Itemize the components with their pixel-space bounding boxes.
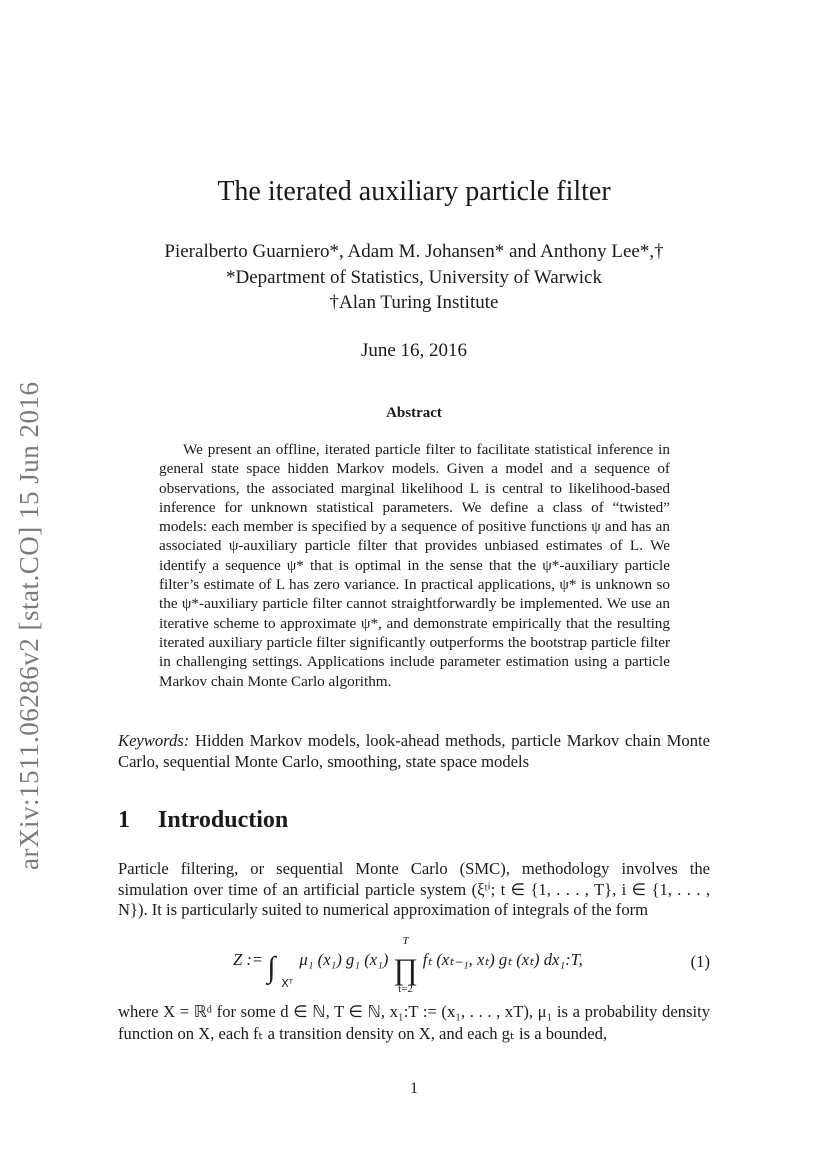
- equation-body: [233, 935, 583, 995]
- page-number: 1: [410, 1080, 418, 1097]
- section-number: 1: [118, 807, 130, 833]
- equation-integrand: μ₁ (x₁) g₁ (x₁): [299, 950, 389, 969]
- keywords: [118, 731, 710, 772]
- equation-product-body: fₜ (xₜ₋₁, xₜ) gₜ (xₜ) dx₁:T,: [422, 950, 583, 969]
- product-operator: T ∏ t=2: [393, 935, 418, 995]
- post-equation-text: where X = ℝᵈ for some d ∈ ℕ, T ∈ ℕ, x₁:T := (x₁, . . . , xT), μ₁ is a probability density function on X, each fₜ a transition density on X, and each gₜ is a bounded,: [118, 1002, 710, 1043]
- arxiv-identifier-stamp: arXiv:1511.06286v2 [stat.CO] 15 Jun 2016: [14, 381, 44, 870]
- integral-domain: Xᵀ: [281, 977, 294, 990]
- post-equation-paragraph: [118, 1001, 710, 1045]
- abstract-heading: Abstract: [386, 405, 442, 421]
- abstract-paragraph: We present an offline, iterated particle filter to facilitate statistical inference in general state space hidden Markov models. Given a model and a sequence of observations, the associated marginal likelihood L is central to likelihood-based inference for unknown statistical parameters. We define a class of “twisted” models: each member is specified by a sequence of positive functions ψ and has an associated ψ-auxiliary particle filter that provides unbiased estimates of L. We identify a sequence ψ* that is optimal in the sense that the ψ*-auxiliary particle filter’s estimate of L has zero variance. In practical applications, ψ* is unknown so the ψ*-auxiliary particle filter cannot straightforwardly be implemented. We use an iterative scheme to approximate ψ*, and demonstrate empirically that the resulting iterated auxiliary particle filter significantly outperforms the bootstrap particle filter in challenging settings. Applications include parameter estimation using a particle Markov chain Monte Carlo algorithm.: [159, 441, 670, 690]
- section-heading: [118, 807, 288, 834]
- equation-number: (1): [690, 952, 710, 971]
- introduction-paragraph: [118, 859, 710, 921]
- author-list: Pieralberto Guarniero*, Adam M. Johansen* and Anthony Lee*,†: [164, 241, 664, 262]
- paper-title: The iterated auxiliary particle filter: [217, 176, 611, 207]
- product-lower-limit: t=2: [398, 983, 413, 995]
- publication-date: June 16, 2016: [360, 340, 468, 361]
- product-upper-limit: T: [402, 935, 409, 947]
- section-title: Introduction: [158, 807, 289, 833]
- display-equation: [118, 932, 710, 995]
- intro-text: Particle filtering, or sequential Monte Carlo (SMC), methodology involves the simulation over time of an artificial particle system (ξᵗⁱ; t ∈ {1, . . . , T}, i ∈ {1, . . . , N}). It is particularly suited to numerical approximation of integrals of the form: [118, 859, 710, 919]
- abstract-text: [159, 440, 670, 691]
- keywords-label: Keywords:: [118, 731, 190, 750]
- keywords-text: Hidden Markov models, look-ahead methods, particle Markov chain Monte Carlo, sequential Monte Carlo, smoothing, state space models: [118, 731, 710, 771]
- equation-lhs: Z :=: [233, 950, 264, 969]
- affiliation-warwick: *Department of Statistics, University of Warwick: [226, 267, 602, 288]
- affiliation-turing: †Alan Turing Institute: [329, 292, 499, 313]
- integral-sign: ∫ Xᵀ: [267, 951, 294, 990]
